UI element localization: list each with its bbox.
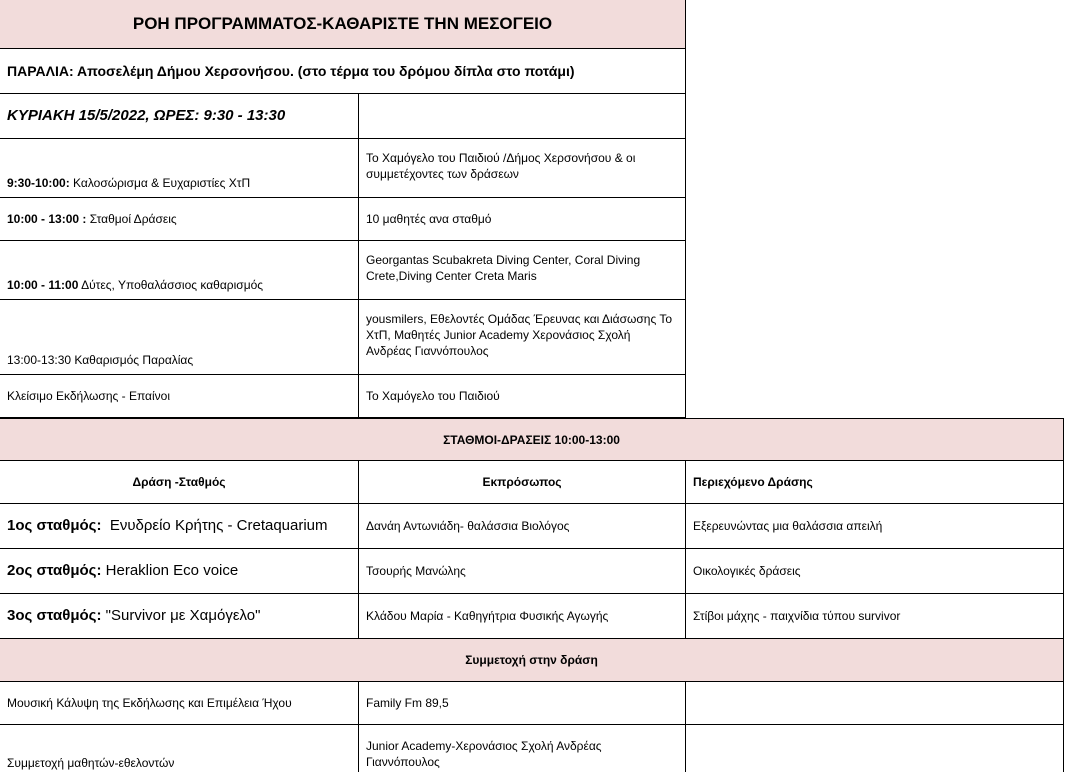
station-1-rep: Δανάη Αντωνιάδη- θαλάσσια Βιολόγος	[359, 504, 686, 549]
schedule-row-4-left: 13:00-13:30 Καθαρισμός Παραλίας	[0, 300, 359, 375]
participation-row-1-who: Family Fm 89,5	[359, 682, 686, 725]
station-2-rep: Τσουρής Μανώλης	[359, 549, 686, 594]
schedule-row-3-left: 10:00 - 11:00 Δύτες, Υποθαλάσσιος καθαρισμός	[0, 241, 359, 300]
station-2-name: 2ος σταθμός: Heraklion Eco voice	[0, 549, 359, 594]
participation-row-1-what: Μουσική Κάλυψη της Εκδήλωσης και Επιμέλεια Ήχου	[0, 682, 359, 725]
stations-heading: ΣΤΑΘΜΟΙ-ΔΡΑΣΕΙΣ 10:00-13:00	[0, 418, 1064, 461]
station-3-content: Στίβοι μάχης - παιχνίδια τύπου survivor	[686, 594, 1064, 639]
schedule-row-1-left: 9:30-10:00: Καλοσώρισμα & Ευχαριστίες ΧτΠ	[0, 139, 359, 198]
schedule-row-5-left: Κλείσιμο Εκδήλωσης - Επαίνοι	[0, 375, 359, 418]
empty-cell	[359, 94, 686, 139]
beach-location: ΠΑΡΑΛΙΑ: Αποσελέμη Δήμου Χερσονήσου. (στο τέρμα του δρόμου δίπλα στο ποτάμι)	[0, 49, 686, 94]
col-header-content: Περιεχόμενο Δράσης	[686, 461, 1064, 504]
schedule-row-5-right: Το Χαμόγελο του Παιδιού	[359, 375, 686, 418]
station-1-content: Εξερευνώντας μια θαλάσσια απειλή	[686, 504, 1064, 549]
participation-row-1-extra	[686, 682, 1064, 725]
station-3-name: 3ος σταθμός: "Survivor με Χαμόγελο"	[0, 594, 359, 639]
schedule-row-2-left: 10:00 - 13:00 : Σταθμοί Δράσεις	[0, 198, 359, 241]
schedule-row-2-right: 10 μαθητές ανα σταθμό	[359, 198, 686, 241]
event-date: ΚΥΡΙΑΚΗ 15/5/2022, ΩΡΕΣ: 9:30 - 13:30	[0, 94, 359, 139]
participation-row-2-extra	[686, 725, 1064, 772]
schedule-row-3-right: Georgantas Scubakreta Diving Center, Coral Diving Crete,Diving Center Creta Maris	[359, 241, 686, 300]
schedule-row-1-right: Το Χαμόγελο του Παιδιού /Δήμος Χερσονήσου & οι συμμετέχοντες των δράσεων	[359, 139, 686, 198]
col-header-station: Δράση -Σταθμός	[0, 461, 359, 504]
station-3-rep: Κλάδου Μαρία - Καθηγήτρια Φυσικής Αγωγής	[359, 594, 686, 639]
col-header-representative: Εκπρόσωπος	[359, 461, 686, 504]
schedule-row-4-right: yousmilers, Εθελοντές Ομάδας Έρευνας και Διάσωσης Το ΧτΠ, Μαθητές Junior Academy Χερονάσιος Σχολή Ανδρέας Γιαννόπουλος	[359, 300, 686, 375]
station-2-content: Οικολογικές δράσεις	[686, 549, 1064, 594]
participation-heading: Συμμετοχή στην δράση	[0, 639, 1064, 682]
participation-row-2-who: Junior Academy-Χερονάσιος Σχολή Ανδρέας Γιαννόπουλος	[359, 725, 686, 772]
participation-row-2-what: Συμμετοχή μαθητών-εθελοντών	[0, 725, 359, 772]
page-title: ΡΟΗ ΠΡΟΓΡΑΜΜΑΤΟΣ-ΚΑΘΑΡΙΣΤΕ ΤΗΝ ΜΕΣΟΓΕΙΟ	[0, 0, 686, 49]
station-1-name: 1ος σταθμός: Ενυδρείο Κρήτης - Cretaquarium	[0, 504, 359, 549]
